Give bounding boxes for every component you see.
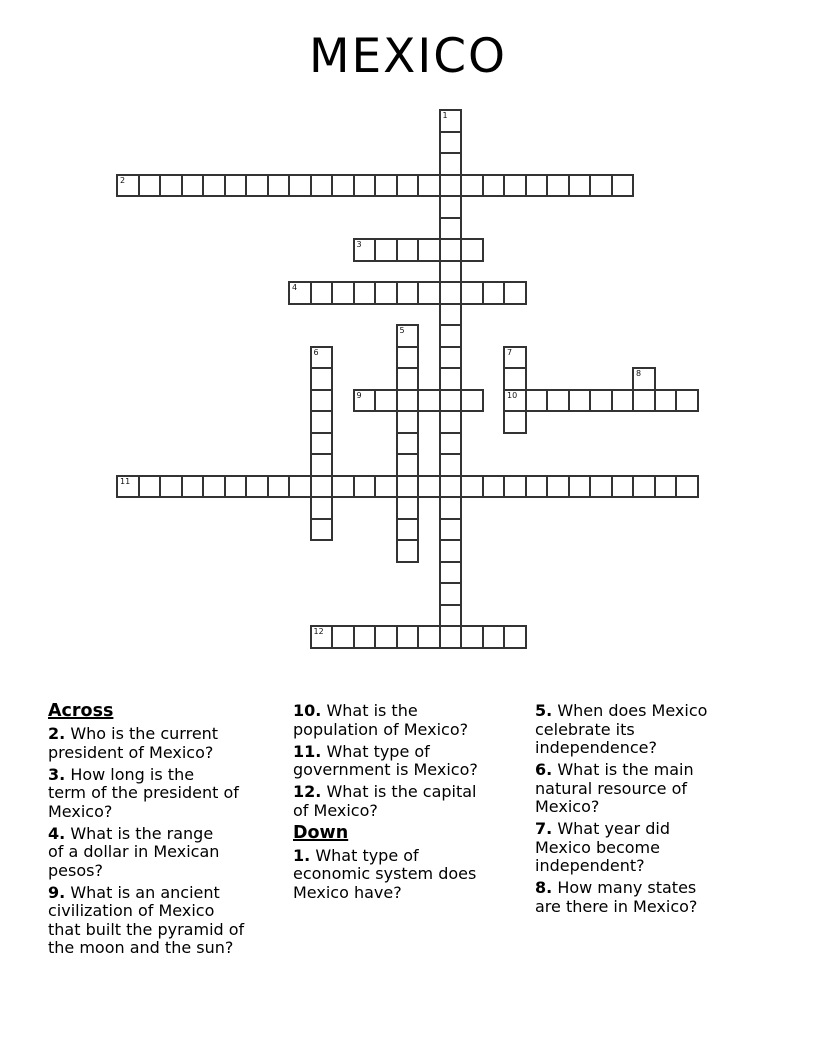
clue-11: 11. What type of government is Mexico? — [293, 741, 478, 779]
crossword-cell[interactable] — [439, 346, 463, 370]
crossword-cell[interactable] — [632, 367, 656, 391]
crossword-cell[interactable] — [439, 453, 463, 477]
clue-1: 1. What type of economic system does Mexico have? — [293, 845, 477, 902]
crossword-cell[interactable] — [396, 346, 420, 370]
crossword-cell[interactable] — [546, 389, 570, 413]
crossword-cell[interactable] — [439, 324, 463, 348]
crossword-cell[interactable] — [439, 195, 463, 219]
crossword-cell[interactable] — [310, 367, 334, 391]
crossword-cell[interactable] — [116, 475, 140, 499]
clue-number: 8. — [535, 878, 553, 897]
crossword-cell[interactable] — [439, 303, 463, 327]
crossword-cell[interactable] — [439, 260, 463, 284]
clue-12: 12. What is the capital of Mexico? — [293, 782, 477, 820]
clue-number: 5. — [535, 701, 553, 720]
clue-number: 11. — [293, 741, 322, 761]
crossword-cell[interactable] — [396, 453, 420, 477]
crossword-cell[interactable] — [310, 625, 334, 649]
crossword-cell[interactable] — [288, 174, 312, 198]
crossword-cell[interactable] — [439, 238, 463, 262]
crossword-cell[interactable] — [503, 625, 527, 649]
crossword-cell[interactable] — [396, 496, 420, 520]
clue-number: 4. — [48, 823, 66, 843]
crossword-cell[interactable] — [503, 346, 527, 370]
crossword-cell[interactable] — [310, 281, 334, 305]
crossword-cell[interactable] — [396, 324, 420, 348]
crossword-cell[interactable] — [611, 389, 635, 413]
crossword-cell[interactable] — [417, 389, 441, 413]
crossword-cell[interactable] — [654, 475, 678, 499]
crossword-cell[interactable] — [181, 174, 205, 198]
crossword-cell[interactable] — [611, 174, 635, 198]
crossword-cell[interactable] — [396, 432, 420, 456]
crossword-cell[interactable] — [374, 238, 398, 262]
crossword-cell[interactable] — [439, 131, 463, 155]
crossword-cell[interactable] — [267, 475, 291, 499]
crossword-cell[interactable] — [503, 281, 527, 305]
crossword-cell[interactable] — [675, 475, 699, 499]
clue-number: 12. — [293, 782, 322, 801]
clue-number: 2. — [48, 724, 66, 743]
crossword-cell[interactable] — [482, 174, 506, 198]
crossword-cell[interactable] — [439, 109, 463, 133]
clue-number: 10. — [293, 701, 322, 720]
crossword-cell[interactable] — [439, 496, 463, 520]
crossword-cell[interactable] — [503, 389, 527, 413]
crossword-cell[interactable] — [460, 174, 484, 198]
crossword-cell[interactable] — [589, 389, 613, 413]
crossword-cell[interactable] — [439, 475, 463, 499]
crossword-cell[interactable] — [396, 625, 420, 649]
crossword-cell[interactable] — [396, 518, 420, 542]
crossword-cell[interactable] — [439, 410, 463, 434]
crossword-cell[interactable] — [460, 281, 484, 305]
clues-column-2 — [293, 702, 515, 906]
crossword-cell[interactable] — [417, 475, 441, 499]
crossword-cell[interactable] — [460, 389, 484, 413]
crossword-cell[interactable] — [374, 389, 398, 413]
crossword-cell[interactable] — [482, 281, 506, 305]
crossword-cell[interactable] — [159, 174, 183, 198]
cell-number: 10 — [507, 390, 518, 400]
page-title: MEXICO — [308, 29, 508, 84]
crossword-cell[interactable] — [568, 389, 592, 413]
crossword-cell[interactable] — [632, 389, 656, 413]
clue-10: 10. What is the population of Mexico? — [293, 701, 469, 739]
crossword-cell[interactable] — [396, 238, 420, 262]
crossword-cell[interactable] — [525, 389, 549, 413]
crossword-cell[interactable] — [568, 475, 592, 499]
crossword-cell[interactable] — [439, 625, 463, 649]
crossword-cell[interactable] — [654, 389, 678, 413]
crossword-cell[interactable] — [439, 561, 463, 585]
crossword-cell[interactable] — [482, 475, 506, 499]
crossword-cell[interactable] — [331, 625, 355, 649]
cell-number: 4 — [292, 283, 298, 292]
clue-number: 1. — [293, 845, 311, 865]
clue-number: 7. — [535, 819, 553, 838]
crossword-cell[interactable] — [589, 475, 613, 499]
crossword-cell[interactable] — [396, 367, 420, 391]
clue-7: 7. What year did Mexico become independent? — [535, 819, 670, 875]
crossword-cell[interactable] — [353, 238, 377, 262]
crossword-cell[interactable] — [568, 174, 592, 198]
crossword-cell[interactable] — [396, 281, 420, 305]
crossword-cell[interactable] — [310, 475, 334, 499]
crossword-cell[interactable] — [396, 539, 420, 563]
crossword-cell[interactable] — [611, 475, 635, 499]
crossword-cell[interactable] — [439, 367, 463, 391]
clues-column-3 — [535, 702, 757, 920]
across-heading: Across — [48, 701, 114, 721]
crossword-cell[interactable] — [460, 625, 484, 649]
crossword-cell[interactable] — [138, 475, 162, 499]
crossword-cell[interactable] — [310, 496, 334, 520]
clue-2: 2. Who is the current president of Mexico? — [48, 724, 219, 762]
crossword-cell[interactable] — [310, 453, 334, 477]
crossword-cell[interactable] — [589, 174, 613, 198]
clue-5: 5. When does Mexico celebrate its independence? — [535, 701, 708, 757]
cell-number: 5 — [399, 326, 405, 335]
crossword-cell[interactable] — [503, 475, 527, 499]
crossword-cell[interactable] — [245, 475, 269, 499]
cell-number: 12 — [313, 627, 324, 636]
clue-9: 9. What is an ancient civilization of Mexico that built the pyramid of the moon and the sun? — [48, 882, 245, 957]
crossword-cell[interactable] — [396, 410, 420, 434]
crossword-cell[interactable] — [374, 281, 398, 305]
clue-number: 6. — [535, 760, 553, 779]
crossword-cell[interactable] — [353, 281, 377, 305]
crossword-cell[interactable] — [288, 475, 312, 499]
crossword-cell[interactable] — [202, 174, 226, 198]
crossword-cell[interactable] — [675, 389, 699, 413]
crossword-cell[interactable] — [503, 410, 527, 434]
crossword-cell[interactable] — [417, 174, 441, 198]
crossword-cell[interactable] — [353, 174, 377, 198]
crossword-cell[interactable] — [525, 174, 549, 198]
crossword-cell[interactable] — [331, 174, 355, 198]
crossword-cell[interactable] — [331, 475, 355, 499]
crossword-cell[interactable] — [374, 174, 398, 198]
crossword-cell[interactable] — [439, 174, 463, 198]
crossword-cell[interactable] — [396, 475, 420, 499]
crossword-cell[interactable] — [439, 281, 463, 305]
crossword-cell[interactable] — [503, 367, 527, 391]
cell-number: 8 — [636, 369, 642, 378]
clue-4: 4. What is the range of a dollar in Mexican pesos? — [48, 823, 220, 880]
crossword-cell[interactable] — [310, 432, 334, 456]
crossword-cell[interactable] — [460, 475, 484, 499]
crossword-cell[interactable] — [503, 174, 527, 198]
crossword-cell[interactable] — [181, 475, 205, 499]
cell-number: 9 — [356, 390, 362, 400]
crossword-cell[interactable] — [159, 475, 183, 499]
crossword-cell[interactable] — [310, 410, 334, 434]
clues-column-1 — [48, 702, 280, 961]
crossword-cell[interactable] — [267, 174, 291, 198]
crossword-cell[interactable] — [546, 475, 570, 499]
crossword-cell[interactable] — [439, 518, 463, 542]
crossword-cell[interactable] — [310, 174, 334, 198]
crossword-cell[interactable] — [525, 475, 549, 499]
crossword-cell[interactable] — [439, 217, 463, 241]
crossword-cell[interactable] — [116, 174, 140, 198]
crossword-cell[interactable] — [632, 475, 656, 499]
crossword-cell[interactable] — [439, 604, 463, 628]
crossword-cell[interactable] — [439, 152, 463, 176]
crossword-cell[interactable] — [396, 389, 420, 413]
cell-number: 2 — [120, 175, 126, 185]
crossword-cell[interactable] — [353, 625, 377, 649]
crossword-cell[interactable] — [439, 539, 463, 563]
cell-number: 3 — [356, 240, 362, 249]
crossword-cell[interactable] — [417, 281, 441, 305]
crossword-cell[interactable] — [396, 174, 420, 198]
crossword-cell[interactable] — [224, 174, 248, 198]
clue-6: 6. What is the main natural resource of Mexico? — [535, 760, 694, 816]
clue-number: 3. — [48, 764, 66, 784]
crossword-cell[interactable] — [202, 475, 226, 499]
crossword-cell[interactable] — [353, 389, 377, 413]
crossword-cell[interactable] — [417, 625, 441, 649]
crossword-cell[interactable] — [288, 281, 312, 305]
cell-number: 1 — [442, 111, 448, 120]
down-heading: Down — [293, 822, 349, 843]
crossword-cell[interactable] — [310, 346, 334, 370]
clue-8: 8. How many states are there in Mexico? — [535, 878, 698, 916]
crossword-cell[interactable] — [245, 174, 269, 198]
crossword-cell[interactable] — [138, 174, 162, 198]
crossword-cell[interactable] — [224, 475, 248, 499]
crossword-cell[interactable] — [310, 518, 334, 542]
crossword-cell[interactable] — [374, 625, 398, 649]
crossword-cell[interactable] — [374, 475, 398, 499]
clue-number: 9. — [48, 882, 66, 902]
cell-number: 11 — [120, 476, 131, 486]
crossword-cell[interactable] — [439, 582, 463, 606]
crossword-cell[interactable] — [439, 432, 463, 456]
crossword-cell[interactable] — [439, 389, 463, 413]
crossword-cell[interactable] — [331, 281, 355, 305]
clue-3: 3. How long is the term of the president of Mexico? — [48, 764, 239, 821]
crossword-cell[interactable] — [417, 238, 441, 262]
crossword-cell[interactable] — [482, 625, 506, 649]
cell-number: 7 — [507, 347, 513, 357]
crossword-cell[interactable] — [310, 389, 334, 413]
crossword-cell[interactable] — [353, 475, 377, 499]
crossword-cell[interactable] — [546, 174, 570, 198]
crossword-cell[interactable] — [460, 238, 484, 262]
cell-number: 6 — [313, 347, 319, 357]
